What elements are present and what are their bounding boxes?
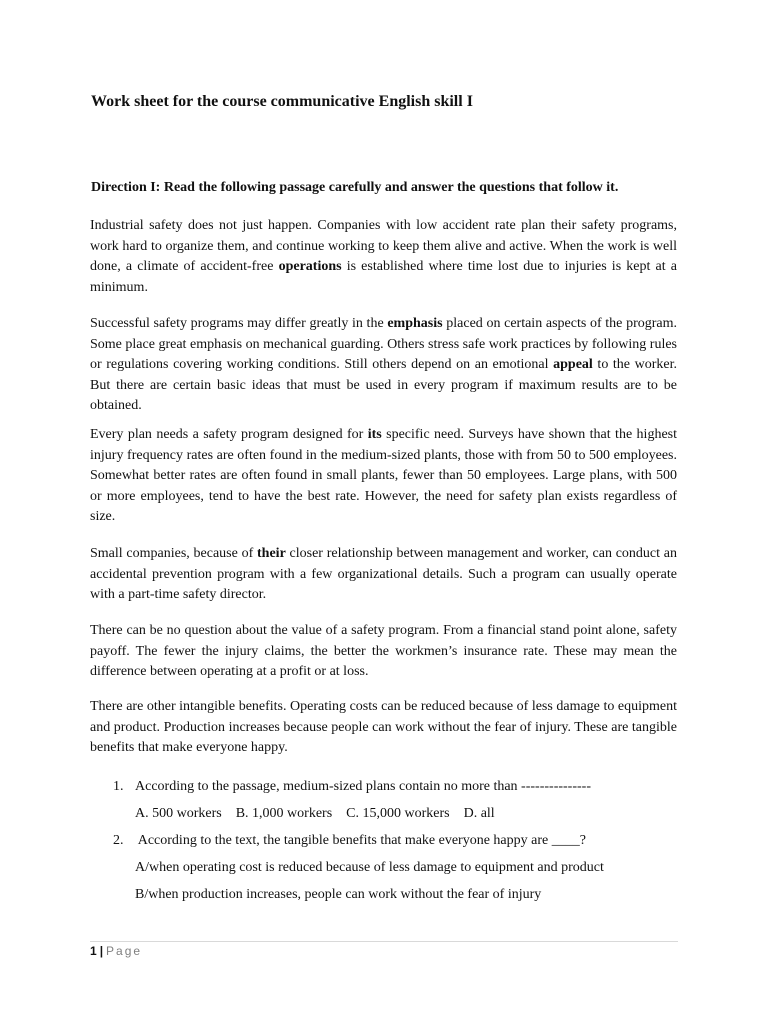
question-text: According to the text, the tangible benefits that make everyone happy are ____? [135, 833, 586, 848]
bold-word-appeal: appeal [553, 357, 593, 372]
footer-separator: | [99, 944, 104, 958]
page-label: Page [106, 944, 143, 958]
question-2 [113, 833, 586, 849]
paragraph-5: There can be no question about the value of a safety program. From a financial stand point alone, safety payoff. The fewer the injury claims, the better the workmen’s insurance rate. These may mean the difference between operating at a profit or at loss. [90, 623, 677, 679]
bold-word-its: its [367, 427, 382, 442]
option-a: A. 500 workers [135, 806, 222, 821]
question-2-option-a: A/when operating cost is reduced because of less damage to equipment and product [135, 860, 604, 875]
paragraph-6: There are other intangible benefits. Operating costs can be reduced because of less damage to equipment and product. Production increases because people can work without the fear of injury. These are tangible benefits that make everyone happy. [90, 699, 677, 755]
worksheet-title: Work sheet for the course communicative English skill I [91, 93, 473, 110]
paragraph-2: Successful safety programs may differ greatly in the emphasis placed on certain aspects of the program. Some place great emphasis on mechanical guarding. Others stress safe work practices by following rules or regulations covering working conditions. Still others depend on an emotional appeal to the worker. But there are certain basic ideas that must be used in every program if maximum results are to be obtained. [90, 316, 677, 413]
paragraph-1: Industrial safety does not just happen. Companies with low accident rate plan their safety programs, work hard to organize them, and continue working to keep them alive and active. When the work is well done, a climate of accident-free operations is established where time lost due to injuries is kept at a minimum. [90, 218, 677, 295]
question-1 [113, 779, 591, 795]
page-number: 1 [90, 944, 97, 958]
option-d: D. all [463, 806, 495, 821]
question-2-option-b: B/when production increases, people can work without the fear of injury [135, 887, 542, 902]
bold-word-emphasis: emphasis [387, 316, 443, 331]
page-footer [90, 944, 142, 958]
footer-divider [90, 941, 678, 942]
option-b: B. 1,000 workers [235, 806, 333, 821]
paragraph-3: Every plan needs a safety program designed for its specific need. Surveys have shown that the highest injury frequency rates are often found in the medium-sized plants, those with from 50 to 500 employees. Somewhat better rates are often found in small plants, fewer than 50 employees. Large plans, with 500 or more employees, tend to have the best rate. However, the need for safety plan exists regardless of size. [90, 427, 677, 524]
bold-word-their: their [257, 546, 286, 561]
bold-word-operations: operations [278, 259, 342, 274]
question-text: According to the passage, medium-sized plans contain no more than --------------- [135, 779, 591, 794]
question-1-options [135, 806, 509, 822]
question-number: 2. [113, 833, 124, 848]
paragraph-4: Small companies, because of their closer relationship between management and worker, can conduct an accidental prevention program with a few organizational details. Such a program can usually operate with a part-time safety director. [90, 546, 677, 602]
direction-instruction: Direction I: Read the following passage carefully and answer the questions that follow it. [91, 180, 619, 195]
question-number: 1. [113, 779, 124, 794]
option-c: C. 15,000 workers [346, 806, 450, 821]
